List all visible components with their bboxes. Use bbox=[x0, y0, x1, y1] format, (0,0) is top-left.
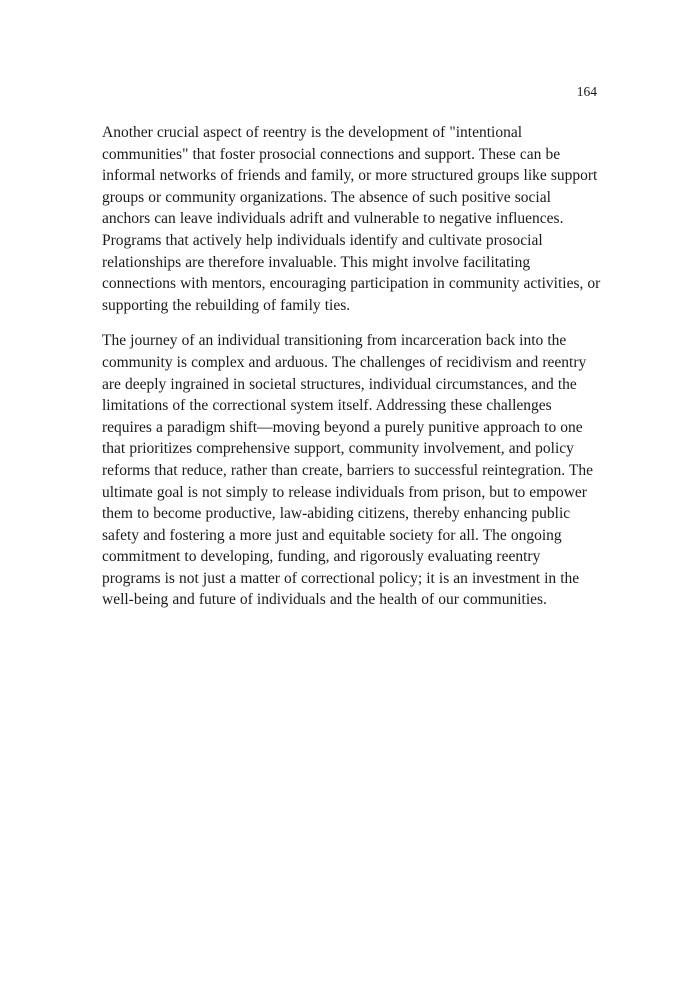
page-body bbox=[102, 122, 602, 625]
body-paragraph-2: The journey of an individual transitioning from incarceration back into the community is complex and arduous. The challenges of recidivism and reentry are deeply ingrained in societal structures, individual circumstances, and the limitations of the correctional system itself. Addressing these challenges requires a paradigm shift—moving beyond a purely punitive approach to one that prioritizes comprehensive support, community involvement, and policy reforms that reduce, rather than create, barriers to successful reintegration. The ultimate goal is not simply to release individuals from prison, but to empower them to become productive, law-abiding citizens, thereby enhancing public safety and fostering a more just and equitable society for all. The ongoing commitment to developing, funding, and rigorously evaluating reentry programs is not just a matter of correctional policy; it is an investment in the well-being and future of individuals and the health of our communities. bbox=[102, 332, 594, 609]
body-paragraph-1: Another crucial aspect of reentry is the development of "intentional communities" that foster prosocial connections and support. These can be informal networks of friends and family, or more structured groups like support groups or community organizations. The absence of such positive social anchors can leave individuals adrift and vulnerable to negative influences. Programs that actively help individuals identify and cultivate prosocial relationships are therefore invaluable. This might involve facilitating connections with mentors, encouraging participation in community activities, or supporting the rebuilding of family ties. bbox=[102, 124, 601, 314]
page-number: 164 bbox=[576, 84, 597, 99]
